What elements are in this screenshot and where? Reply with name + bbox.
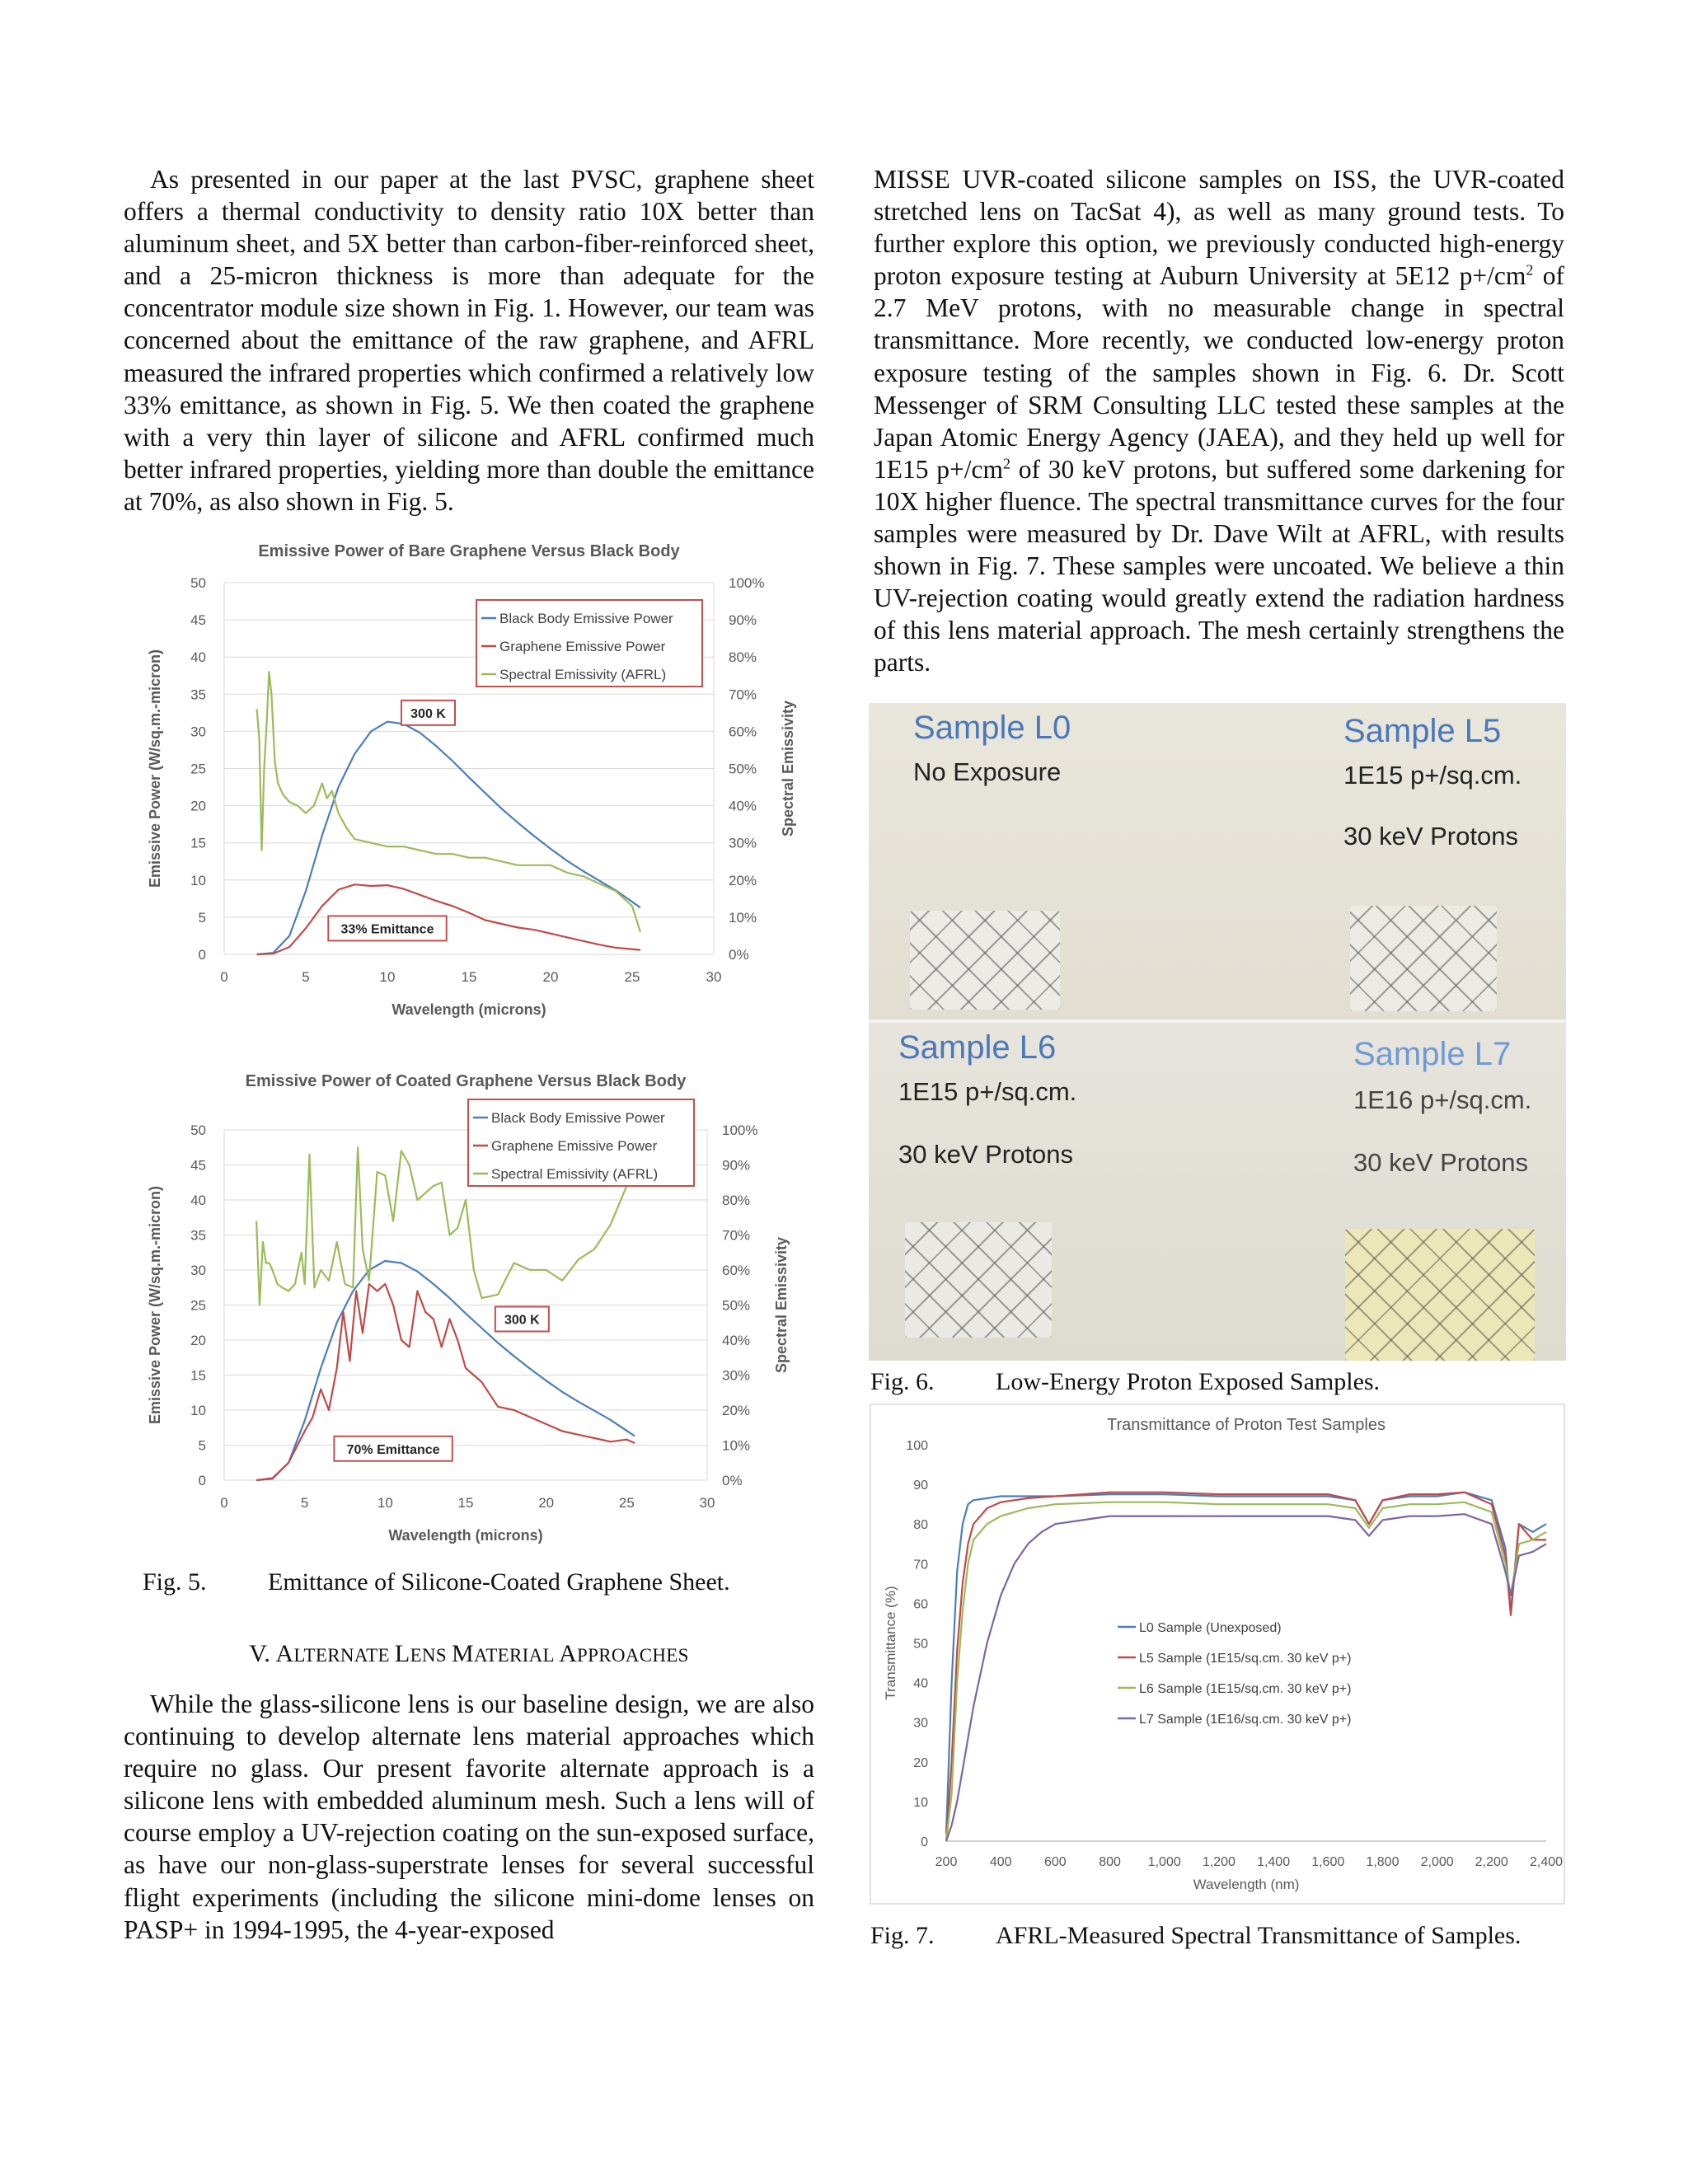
chart-title: Transmittance of Proton Test Samples (1107, 1416, 1386, 1434)
legend-label: Graphene Emissive Power (491, 1138, 658, 1154)
y-tick-label: 90 (913, 1479, 928, 1493)
x-tick-label: 1,200 (1202, 1855, 1236, 1869)
y-tick-label: 50 (913, 1637, 928, 1652)
x-tick-label: 2,000 (1420, 1855, 1454, 1869)
sample-l7-line1: 1E16 p+/sq.cm. (1353, 1085, 1532, 1114)
text-segment: of 2.7 MeV protons, with no measurable change in spectral transmittance. More recently, we conducted low-energy proton exposure testing of the samples shown in Fig. 6. Dr. Scott Messenger of SRM Consulting LLC tested these samples at the Japan Atomic Energy Agency (JAEA), and they held up well for 1E15 p+/cm (874, 261, 1565, 484)
y2-tick-label: 10% (729, 909, 757, 926)
y-tick-label: 5 (198, 1437, 206, 1454)
x-tick-label: 15 (461, 969, 477, 985)
x-tick-label: 2,400 (1529, 1855, 1564, 1869)
y2-tick-label: 30% (729, 835, 757, 851)
y-tick-label: 45 (190, 612, 206, 629)
x-tick-label: 600 (1044, 1855, 1067, 1869)
x-tick-label: 5 (300, 1495, 309, 1511)
superscript: 2 (1003, 455, 1011, 472)
sample-l0-name: Sample L0 (913, 710, 1071, 746)
chart-bare-graphene (124, 527, 816, 1030)
y-tick-label: 40 (913, 1676, 928, 1691)
y2-tick-label: 80% (729, 649, 757, 666)
y-tick-label: 30 (190, 1263, 206, 1278)
legend-label: L0 Sample (Unexposed) (1139, 1621, 1282, 1635)
x-tick-label: 25 (618, 1495, 635, 1511)
y-tick-label: 50 (190, 575, 206, 591)
y-tick-label: 25 (190, 761, 206, 777)
y-tick-label: 15 (190, 835, 206, 851)
y-tick-label: 50 (190, 1122, 206, 1138)
y-tick-label: 10 (190, 872, 206, 888)
x-tick-label: 1,800 (1366, 1855, 1400, 1869)
y2-tick-label: 70% (729, 687, 757, 703)
y2-tick-label: 60% (729, 724, 757, 740)
y2-tick-label: 50% (729, 761, 757, 777)
annotation-label: 300 K (410, 706, 446, 721)
fig6-text: Low-Energy Proton Exposed Samples. (996, 1368, 1381, 1395)
y-tick-label: 35 (190, 687, 206, 703)
x-tick-label: 30 (699, 1495, 715, 1511)
fig7-text: AFRL-Measured Spectral Transmittance of Samples. (996, 1922, 1522, 1949)
y2-tick-label: 100% (722, 1122, 758, 1138)
x-tick-label: 200 (935, 1855, 958, 1869)
fig6-caption (870, 1368, 1380, 1396)
x-tick-label: 800 (1099, 1855, 1121, 1869)
y-tick-label: 20 (190, 798, 206, 814)
x-axis-label: Wavelength (microns) (392, 1001, 546, 1018)
chart-transmittance (869, 1403, 1566, 1907)
paragraph: As presented in our paper at the last PVSC, graphene sheet offers a thermal conductivity to density ratio 10X better than aluminum sheet, and 5X better than carbon-fiber-reinforced sheet, and a 25-micron thickness is more than adequate for the concentrator module size shown in Fig. 1. However, our team was concerned about the emittance of the raw graphene, and AFRL measured the infrared properties which confirmed a relatively low 33% emittance, as shown in Fig. 5. We then coated the graphene with a very thin layer of silicone and AFRL confirmed much better infrared properties, yielding more than double the emittance at 70%, as also shown in Fig. 5. (124, 165, 814, 516)
y-tick-label: 0 (921, 1835, 928, 1849)
left-column-para1 (124, 163, 814, 518)
x-tick-label: 1,400 (1257, 1855, 1291, 1869)
sample-l6-name: Sample L6 (898, 1029, 1057, 1066)
y2-tick-label: 90% (729, 612, 757, 629)
left-column-para2 (124, 1688, 814, 1946)
y-tick-label: 10 (190, 1403, 206, 1418)
y2-tick-label: 0% (729, 947, 749, 963)
legend-label: L5 Sample (1E15/sq.cm. 30 keV p+) (1139, 1652, 1352, 1666)
y-tick-label: 10 (913, 1795, 928, 1810)
y-tick-label: 20 (190, 1333, 206, 1348)
sample-l7-line2: 30 keV Protons (1353, 1148, 1528, 1177)
y-tick-label: 80 (913, 1518, 928, 1533)
series-line-black-body-emissive-power (257, 722, 640, 954)
series-line-graphene-emissive-power (257, 884, 640, 954)
y2-tick-label: 60% (722, 1263, 751, 1278)
y2-tick-label: 100% (729, 575, 765, 591)
x-tick-label: 1,600 (1311, 1855, 1345, 1869)
x-tick-label: 0 (220, 969, 228, 985)
x-axis-label: Wavelength (microns) (388, 1527, 543, 1544)
y2-tick-label: 0% (722, 1473, 743, 1488)
sample-l0-line1: No Exposure (913, 757, 1062, 786)
y-tick-label: 70 (913, 1558, 928, 1572)
fig5-number: Fig. 5. (143, 1568, 207, 1596)
x-tick-label: 0 (220, 1495, 228, 1511)
sample-l5-line1: 1E15 p+/sq.cm. (1343, 761, 1522, 790)
y-tick-label: 0 (198, 1473, 206, 1488)
x-axis-label: Wavelength (nm) (1193, 1877, 1300, 1892)
chart-title: Emissive Power of Bare Graphene Versus Black Body (258, 542, 680, 560)
x-tick-label: 10 (379, 969, 396, 985)
y-tick-label: 5 (198, 909, 206, 926)
y2-tick-label: 80% (722, 1193, 751, 1208)
y-axis-label: Emissive Power (W/sq.m.-micron) (147, 649, 163, 888)
sample-l7-name: Sample L7 (1353, 1036, 1512, 1072)
fig7-caption (870, 1922, 1521, 1950)
superscript: 2 (1526, 261, 1534, 279)
sample-l5-line2: 30 keV Protons (1343, 822, 1518, 851)
sample-l7-mesh (1345, 1229, 1535, 1361)
annotation-label: 33% Emittance (340, 922, 434, 937)
legend-label: Black Body Emissive Power (499, 611, 673, 626)
legend-label: Black Body Emissive Power (491, 1110, 665, 1126)
y-tick-label: 45 (190, 1157, 206, 1174)
sample-l0-mesh (910, 911, 1060, 1010)
fig5-caption (143, 1568, 730, 1596)
x-tick-label: 2,200 (1475, 1855, 1508, 1869)
x-tick-label: 10 (377, 1495, 393, 1511)
fig6-number: Fig. 6. (870, 1368, 935, 1395)
y2-tick-label: 40% (722, 1333, 751, 1348)
y-tick-label: 100 (906, 1439, 928, 1453)
sample-l6-line2: 30 keV Protons (898, 1140, 1073, 1169)
section-heading: V. ALTERNATE LENS MATERIAL APPROACHES (249, 1640, 689, 1667)
x-tick-label: 25 (624, 969, 640, 985)
fig5-text: Emittance of Silicone-Coated Graphene Sheet. (268, 1568, 730, 1596)
chart-coated-graphene (124, 1063, 816, 1566)
paragraph: While the glass-silicone lens is our baseline design, we are also continuing to develop alternate lens material approaches which require no glass. Our present favorite alternate approach is a silicone lens with embedded aluminum mesh. Such a lens will of course employ a UV-rejection coating on the sun-exposed surface, as have our non-glass-superstrate lenses for several successful flight experiments (including the silicone mini-dome lenses on PASP+ in 1994-1995, the 4-year-exposed (124, 1690, 814, 1944)
y-tick-label: 40 (190, 1193, 206, 1208)
sample-l6-mesh (905, 1222, 1052, 1338)
annotation-label: 300 K (504, 1313, 540, 1328)
legend-label: Spectral Emissivity (AFRL) (499, 667, 667, 682)
y2-tick-label: 10% (722, 1437, 751, 1454)
y2-tick-label: 20% (722, 1403, 751, 1418)
y2-tick-label: 90% (722, 1157, 751, 1174)
sample-l5-mesh (1350, 906, 1497, 1011)
legend-label: Graphene Emissive Power (499, 639, 666, 654)
legend-label: L7 Sample (1E16/sq.cm. 30 keV p+) (1139, 1713, 1352, 1727)
y-tick-label: 30 (913, 1716, 928, 1731)
text-segment: of 30 keV protons, but suffered some darkening for 10X higher fluence. The spectral transmittance curves for the four samples were measured by Dr. Dave Wilt at AFRL, with results shown in Fig. 7. These samples were uncoated. We believe a thin UV-rejection coating would greatly extend the radiation hardness of this lens material approach. The mesh certainly strengthens the parts. (874, 454, 1564, 677)
x-tick-label: 1,000 (1147, 1855, 1181, 1869)
y2-axis-label: Spectral Emissivity (780, 700, 796, 837)
text-segment: MISSE UVR-coated silicone samples on ISS, the UVR-coated stretched lens on TacSat 4), as well as many ground tests. To further explore this option, we previously conducted high-energy proton exposure testing at Auburn University at 5E12 p+/cm (874, 165, 1564, 291)
sample-l6-line1: 1E15 p+/sq.cm. (898, 1077, 1077, 1106)
x-tick-label: 15 (457, 1495, 474, 1511)
y-tick-label: 15 (190, 1367, 206, 1384)
y-tick-label: 0 (198, 947, 206, 963)
sample-photo (869, 703, 1566, 1361)
annotation-label: 70% Emittance (346, 1442, 440, 1457)
x-tick-label: 20 (538, 1495, 555, 1511)
y2-tick-label: 30% (722, 1367, 751, 1384)
legend-label: Spectral Emissivity (AFRL) (491, 1166, 659, 1182)
x-tick-label: 20 (542, 969, 559, 985)
sample-l5-name: Sample L5 (1343, 713, 1502, 749)
y-tick-label: 20 (913, 1755, 928, 1770)
y-tick-label: 35 (190, 1227, 206, 1244)
y2-axis-label: Spectral Emissivity (773, 1236, 790, 1374)
photo-divider (869, 1019, 1566, 1023)
x-tick-label: 5 (302, 969, 310, 985)
y2-tick-label: 70% (722, 1227, 751, 1244)
y-tick-label: 25 (190, 1297, 206, 1314)
x-tick-label: 400 (989, 1855, 1012, 1869)
y-tick-label: 40 (190, 649, 206, 666)
y-tick-label: 60 (913, 1597, 928, 1612)
x-tick-label: 30 (706, 969, 722, 985)
y-axis-label: Emissive Power (W/sq.m.-micron) (147, 1185, 163, 1425)
y2-tick-label: 20% (729, 872, 757, 888)
chart-title: Emissive Power of Coated Graphene Versus Black Body (245, 1072, 687, 1090)
legend-label: L6 Sample (1E15/sq.cm. 30 keV p+) (1139, 1682, 1352, 1696)
right-column-text (874, 163, 1564, 679)
y-tick-label: 30 (190, 724, 206, 740)
fig7-number: Fig. 7. (870, 1922, 935, 1949)
y-axis-label: Transmittance (%) (883, 1586, 898, 1700)
y2-tick-label: 40% (729, 798, 757, 814)
y2-tick-label: 50% (722, 1297, 751, 1314)
